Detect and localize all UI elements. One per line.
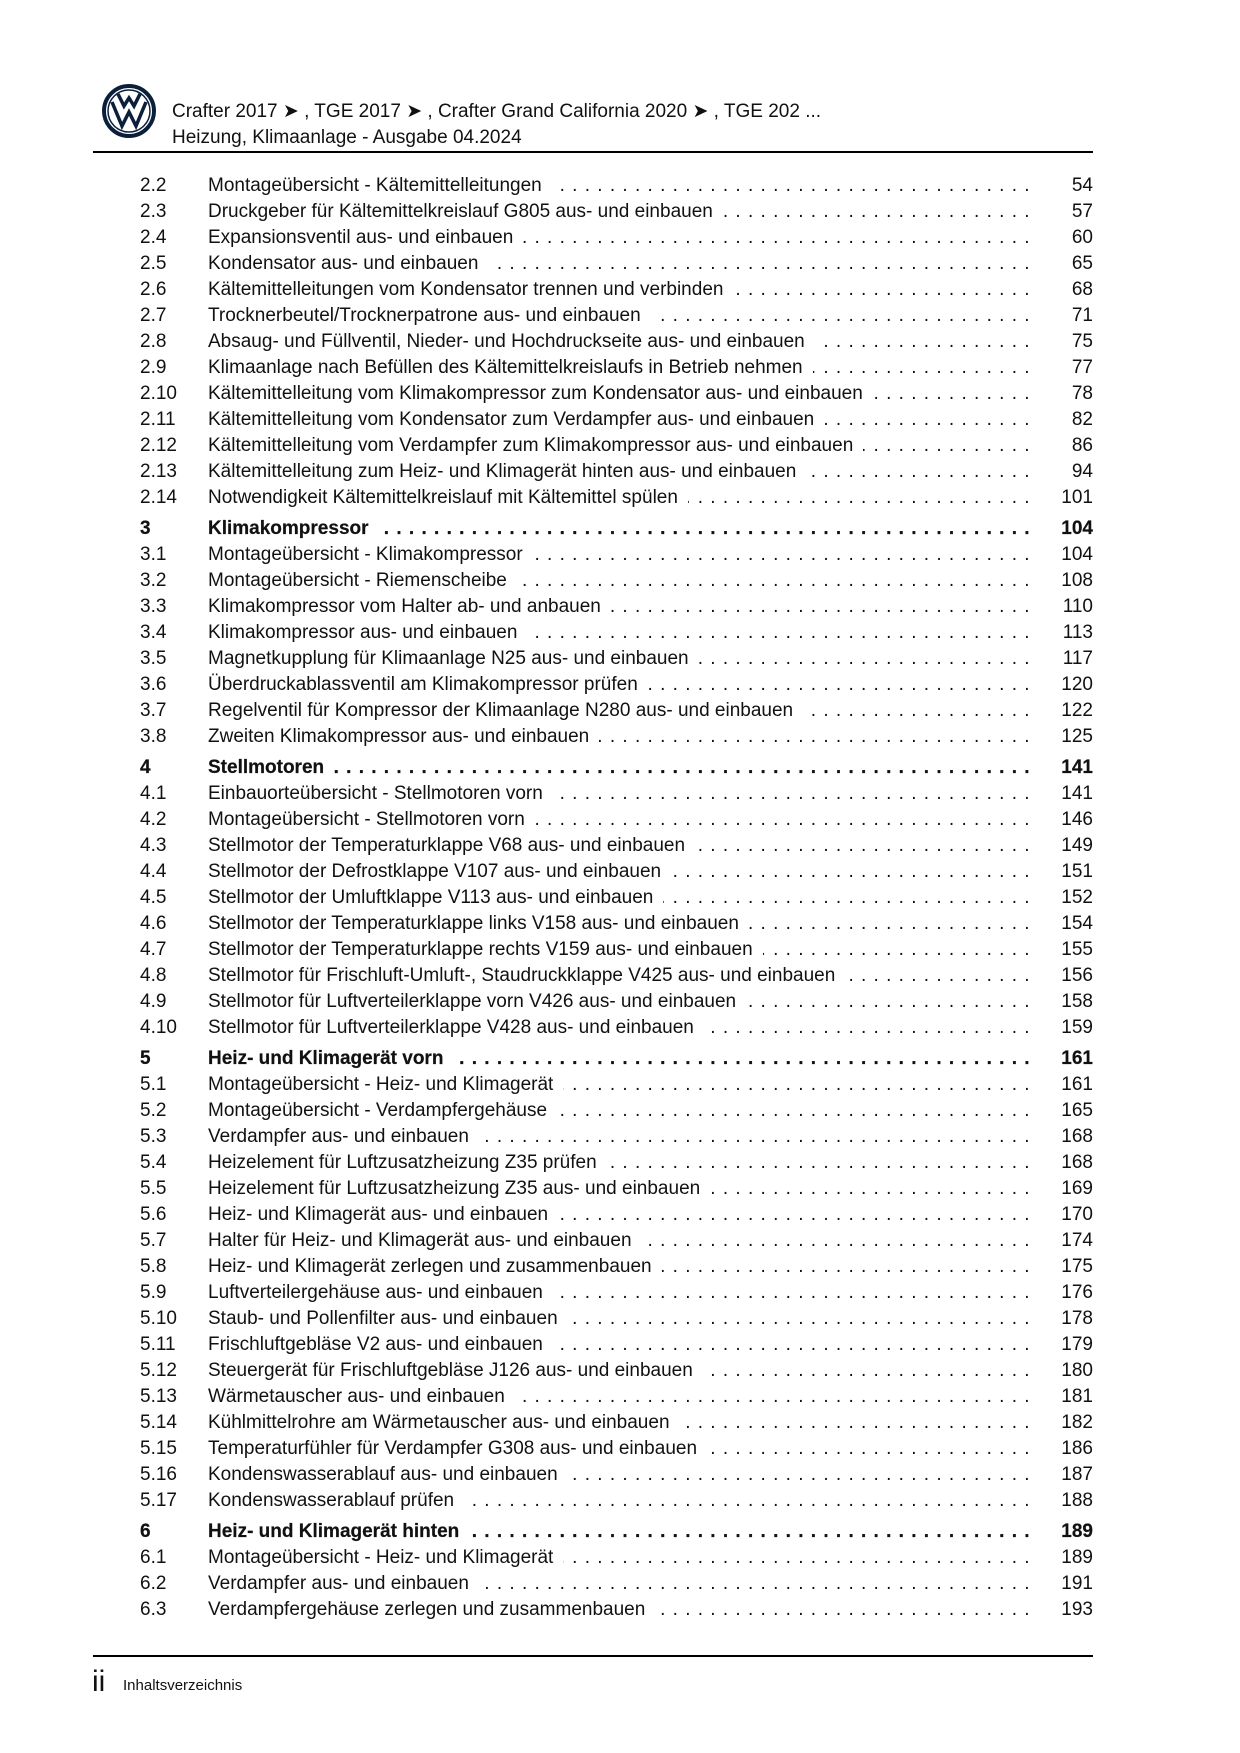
toc-entry-leader bbox=[208, 355, 1033, 381]
toc-entry-leader bbox=[208, 225, 1033, 251]
toc-entry-title: Zweiten Klimakompressor aus- und einbauen bbox=[208, 726, 599, 747]
toc-entry-number: 2.14 bbox=[140, 487, 177, 508]
toc-entry[interactable] bbox=[140, 355, 1093, 381]
footer-rule bbox=[93, 1655, 1093, 1657]
toc-entry[interactable] bbox=[140, 1545, 1093, 1571]
toc-entry-leader bbox=[208, 1124, 1033, 1150]
toc-entry-title: Kältemittelleitungen vom Kondensator trennen und verbinden bbox=[208, 279, 733, 300]
toc-entry[interactable] bbox=[140, 568, 1093, 594]
toc-entry-title: Heiz- und Klimagerät vorn bbox=[208, 1048, 453, 1069]
toc-entry[interactable] bbox=[140, 199, 1093, 225]
toc-entry-leader bbox=[208, 594, 1033, 620]
toc-entry-title: Halter für Heiz- und Klimagerät aus- und einbauen bbox=[208, 1230, 642, 1251]
toc-entry-page: 122 bbox=[1061, 700, 1093, 721]
toc-chapter-entry[interactable] bbox=[140, 1046, 1093, 1072]
toc-entry-page: 65 bbox=[1071, 253, 1093, 274]
toc-entry-leader bbox=[208, 1545, 1033, 1571]
toc-entry-title: Kühlmittelrohre am Wärmetauscher aus- und einbauen bbox=[208, 1412, 680, 1433]
toc-entry-number: 2.11 bbox=[140, 409, 176, 430]
toc-entry-leader bbox=[208, 1384, 1033, 1410]
toc-entry-leader bbox=[208, 672, 1033, 698]
toc-entry-title: Verdampfer aus- und einbauen bbox=[208, 1126, 479, 1147]
toc-entry-leader bbox=[208, 989, 1033, 1015]
toc-entry-leader bbox=[208, 459, 1033, 485]
toc-entry-number: 2.13 bbox=[140, 461, 177, 482]
toc-entry-page: 60 bbox=[1071, 227, 1093, 248]
toc-entry[interactable] bbox=[140, 1384, 1093, 1410]
toc-entry-leader bbox=[208, 885, 1033, 911]
toc-entry[interactable] bbox=[140, 1280, 1093, 1306]
toc-entry-number: 2.7 bbox=[140, 305, 167, 326]
toc-entry-page: 104 bbox=[1061, 518, 1093, 539]
toc-entry[interactable] bbox=[140, 1410, 1093, 1436]
toc-entry-number: 5.14 bbox=[140, 1412, 177, 1433]
toc-entry-page: 101 bbox=[1061, 487, 1093, 508]
toc-entry-leader bbox=[208, 1332, 1033, 1358]
toc-entry[interactable] bbox=[140, 911, 1093, 937]
toc-entry-number: 2.2 bbox=[140, 175, 167, 196]
toc-entry-page: 175 bbox=[1061, 1256, 1093, 1277]
toc-entry-title: Druckgeber für Kältemittelkreislauf G805 aus- und einbauen bbox=[208, 201, 723, 222]
toc-entry-number: 5.4 bbox=[140, 1152, 167, 1173]
toc-entry[interactable] bbox=[140, 542, 1093, 568]
toc-entry-number: 4 bbox=[140, 757, 151, 778]
document-header-models: Crafter 2017 ➤ , TGE 2017 ➤ , Crafter Grand California 2020 ➤ , TGE 202 ... bbox=[172, 101, 822, 122]
toc-entry-number: 5.7 bbox=[140, 1230, 167, 1251]
toc-entry-number: 4.10 bbox=[140, 1017, 177, 1038]
toc-entry[interactable] bbox=[140, 1124, 1093, 1150]
toc-entry-leader bbox=[208, 755, 1033, 781]
document-header-subject: Heizung, Klimaanlage - Ausgabe 04.2024 bbox=[172, 127, 522, 148]
toc-entry-title: Stellmotor der Temperaturklappe V68 aus- und einbauen bbox=[208, 835, 695, 856]
toc-entry-number: 6 bbox=[140, 1521, 151, 1542]
toc-entry-title: Heiz- und Klimagerät zerlegen und zusammenbauen bbox=[208, 1256, 662, 1277]
toc-entry-number: 2.6 bbox=[140, 279, 167, 300]
toc-entry-number: 2.4 bbox=[140, 227, 167, 248]
toc-entry-number: 5.1 bbox=[140, 1074, 167, 1095]
toc-entry-title: Kältemittelleitung vom Verdampfer zum Klimakompressor aus- und einbauen bbox=[208, 435, 863, 456]
toc-entry-leader bbox=[208, 1254, 1033, 1280]
toc-entry-leader bbox=[208, 1015, 1033, 1041]
toc-entry-title: Stellmotoren bbox=[208, 757, 334, 778]
toc-entry-page: 189 bbox=[1061, 1547, 1093, 1568]
toc-entry-page: 141 bbox=[1061, 783, 1093, 804]
toc-entry[interactable] bbox=[140, 594, 1093, 620]
toc-entry-number: 5.5 bbox=[140, 1178, 167, 1199]
toc-entry-page: 154 bbox=[1061, 913, 1093, 934]
toc-entry-leader bbox=[208, 303, 1033, 329]
toc-entry-number: 3.8 bbox=[140, 726, 167, 747]
toc-entry-page: 181 bbox=[1061, 1386, 1093, 1407]
toc-entry-title: Überdruckablassventil am Klimakompressor prüfen bbox=[208, 674, 648, 695]
toc-entry[interactable] bbox=[140, 1571, 1093, 1597]
toc-entry-leader bbox=[208, 911, 1033, 937]
toc-entry-leader bbox=[208, 1306, 1033, 1332]
toc-entry-page: 168 bbox=[1061, 1126, 1093, 1147]
toc-entry[interactable] bbox=[140, 433, 1093, 459]
toc-entry-page: 169 bbox=[1061, 1178, 1093, 1199]
toc-entry-title: Stellmotor der Temperaturklappe links V158 aus- und einbauen bbox=[208, 913, 749, 934]
toc-entry-number: 5 bbox=[140, 1048, 151, 1069]
toc-entry-title: Montageübersicht - Stellmotoren vorn bbox=[208, 809, 535, 830]
toc-entry[interactable] bbox=[140, 937, 1093, 963]
toc-entry-number: 3.4 bbox=[140, 622, 167, 643]
toc-entry-leader bbox=[208, 1436, 1033, 1462]
toc-entry-title: Stellmotor der Umluftklappe V113 aus- und einbauen bbox=[208, 887, 663, 908]
toc-entry-leader bbox=[208, 277, 1033, 303]
toc-entry-number: 5.10 bbox=[140, 1308, 177, 1329]
toc-entry[interactable] bbox=[140, 672, 1093, 698]
toc-entry-page: 77 bbox=[1071, 357, 1093, 378]
toc-entry-page: 120 bbox=[1061, 674, 1093, 695]
toc-entry-page: 188 bbox=[1061, 1490, 1093, 1511]
toc-entry-page: 161 bbox=[1061, 1048, 1093, 1069]
toc-entry-title: Stellmotor der Temperaturklappe rechts V159 aus- und einbauen bbox=[208, 939, 763, 960]
toc-entry-title: Montageübersicht - Heiz- und Klimagerät bbox=[208, 1074, 563, 1095]
toc-entry-title: Frischluftgebläse V2 aus- und einbauen bbox=[208, 1334, 553, 1355]
toc-entry-page: 117 bbox=[1062, 648, 1093, 669]
toc-entry[interactable] bbox=[140, 251, 1093, 277]
toc-entry-title: Absaug- und Füllventil, Nieder- und Hochdruckseite aus- und einbauen bbox=[208, 331, 815, 352]
toc-entry-page: 161 bbox=[1061, 1074, 1093, 1095]
toc-entry-leader bbox=[208, 1488, 1033, 1514]
toc-entry-title: Kältemittelleitung zum Heiz- und Klimagerät hinten aus- und einbauen bbox=[208, 461, 806, 482]
toc-entry-title: Stellmotor der Defrostklappe V107 aus- und einbauen bbox=[208, 861, 671, 882]
toc-entry-number: 3.3 bbox=[140, 596, 167, 617]
toc-entry-leader bbox=[208, 963, 1033, 989]
toc-entry-page: 186 bbox=[1061, 1438, 1093, 1459]
toc-entry-title: Montageübersicht - Verdampfergehäuse bbox=[208, 1100, 557, 1121]
toc-entry-title: Kondensator aus- und einbauen bbox=[208, 253, 488, 274]
toc-entry-page: 170 bbox=[1061, 1204, 1093, 1225]
toc-entry-leader bbox=[208, 1358, 1033, 1384]
toc-entry[interactable] bbox=[140, 173, 1093, 199]
toc-entry-leader bbox=[208, 381, 1033, 407]
table-of-contents bbox=[140, 173, 1093, 1623]
toc-entry-leader bbox=[208, 698, 1033, 724]
toc-entry-title: Steuergerät für Frischluftgebläse J126 aus- und einbauen bbox=[208, 1360, 703, 1381]
toc-entry-page: 151 bbox=[1061, 861, 1093, 882]
toc-entry-title: Montageübersicht - Riemenscheibe bbox=[208, 570, 517, 591]
toc-entry-title: Regelventil für Kompressor der Klimaanlage N280 aus- und einbauen bbox=[208, 700, 803, 721]
toc-entry-page: 168 bbox=[1061, 1152, 1093, 1173]
toc-entry-leader bbox=[208, 433, 1033, 459]
toc-entry[interactable] bbox=[140, 781, 1093, 807]
toc-entry-number: 2.8 bbox=[140, 331, 167, 352]
toc-entry-title: Stellmotor für Luftverteilerklappe V428 aus- und einbauen bbox=[208, 1017, 704, 1038]
toc-entry-page: 180 bbox=[1061, 1360, 1093, 1381]
toc-entry-page: 78 bbox=[1071, 383, 1093, 404]
toc-entry[interactable] bbox=[140, 620, 1093, 646]
toc-entry-page: 113 bbox=[1062, 622, 1093, 643]
toc-entry-leader bbox=[208, 1519, 1033, 1545]
toc-entry-title: Staub- und Pollenfilter aus- und einbauen bbox=[208, 1308, 568, 1329]
toc-entry[interactable] bbox=[140, 1150, 1093, 1176]
toc-entry-title: Trocknerbeutel/Trocknerpatrone aus- und einbauen bbox=[208, 305, 651, 326]
toc-entry-title: Kältemittelleitung vom Klimakompressor zum Kondensator aus- und einbauen bbox=[208, 383, 873, 404]
toc-entry-number: 3.6 bbox=[140, 674, 167, 695]
toc-entry-leader bbox=[208, 1410, 1033, 1436]
toc-entry-number: 5.2 bbox=[140, 1100, 167, 1121]
toc-entry-page: 75 bbox=[1071, 331, 1093, 352]
toc-entry-title: Kältemittelleitung vom Kondensator zum Verdampfer aus- und einbauen bbox=[208, 409, 824, 430]
toc-entry-leader bbox=[208, 516, 1033, 542]
toc-entry-title: Klimakompressor aus- und einbauen bbox=[208, 622, 527, 643]
toc-entry-number: 5.12 bbox=[140, 1360, 177, 1381]
toc-entry-number: 3.5 bbox=[140, 648, 167, 669]
toc-entry-leader bbox=[208, 620, 1033, 646]
toc-entry-number: 3.1 bbox=[140, 544, 167, 565]
toc-entry[interactable] bbox=[140, 885, 1093, 911]
toc-entry-page: 86 bbox=[1071, 435, 1093, 456]
toc-entry-leader bbox=[208, 542, 1033, 568]
toc-entry-page: 108 bbox=[1061, 570, 1093, 591]
toc-entry-leader bbox=[208, 1072, 1033, 1098]
toc-entry-page: 158 bbox=[1061, 991, 1093, 1012]
toc-entry-number: 2.5 bbox=[140, 253, 167, 274]
toc-entry-leader bbox=[208, 646, 1033, 672]
toc-entry[interactable] bbox=[140, 1015, 1093, 1041]
toc-entry-leader bbox=[208, 485, 1033, 511]
toc-entry-number: 3 bbox=[140, 518, 151, 539]
toc-entry-leader bbox=[208, 1202, 1033, 1228]
toc-entry-title: Wärmetauscher aus- und einbauen bbox=[208, 1386, 515, 1407]
toc-entry-title: Expansionsventil aus- und einbauen bbox=[208, 227, 523, 248]
toc-entry-leader bbox=[208, 1098, 1033, 1124]
toc-entry[interactable] bbox=[140, 646, 1093, 672]
toc-chapter-entry[interactable] bbox=[140, 516, 1093, 542]
toc-entry-number: 4.2 bbox=[140, 809, 167, 830]
toc-entry-leader bbox=[208, 1046, 1033, 1072]
toc-entry-title: Stellmotor für Luftverteilerklappe vorn V426 aus- und einbauen bbox=[208, 991, 746, 1012]
toc-entry[interactable] bbox=[140, 277, 1093, 303]
toc-entry-page: 71 bbox=[1071, 305, 1093, 326]
toc-entry-page: 159 bbox=[1061, 1017, 1093, 1038]
toc-entry[interactable] bbox=[140, 303, 1093, 329]
toc-entry-leader bbox=[208, 859, 1033, 885]
toc-entry[interactable] bbox=[140, 859, 1093, 885]
toc-entry-title: Kondenswasserablauf aus- und einbauen bbox=[208, 1464, 568, 1485]
toc-entry-page: 149 bbox=[1061, 835, 1093, 856]
toc-entry-page: 146 bbox=[1061, 809, 1093, 830]
toc-entry-title: Klimakompressor bbox=[208, 518, 379, 539]
toc-entry-title: Heizelement für Luftzusatzheizung Z35 prüfen bbox=[208, 1152, 607, 1173]
toc-entry-number: 4.3 bbox=[140, 835, 167, 856]
toc-entry-page: 156 bbox=[1061, 965, 1093, 986]
toc-entry-page: 82 bbox=[1071, 409, 1093, 430]
toc-entry[interactable] bbox=[140, 1358, 1093, 1384]
toc-entry[interactable] bbox=[140, 1254, 1093, 1280]
toc-entry-page: 165 bbox=[1061, 1100, 1093, 1121]
toc-entry-title: Montageübersicht - Heiz- und Klimagerät bbox=[208, 1547, 563, 1568]
toc-entry-page: 189 bbox=[1061, 1521, 1093, 1542]
toc-entry-page: 125 bbox=[1061, 726, 1093, 747]
toc-entry-number: 4.6 bbox=[140, 913, 167, 934]
toc-entry[interactable] bbox=[140, 963, 1093, 989]
toc-entry-number: 6.1 bbox=[140, 1547, 167, 1568]
toc-entry-leader bbox=[208, 1280, 1033, 1306]
toc-entry-title: Temperaturfühler für Verdampfer G308 aus- und einbauen bbox=[208, 1438, 707, 1459]
toc-chapter-entry[interactable] bbox=[140, 755, 1093, 781]
toc-entry-title: Kondenswasserablauf prüfen bbox=[208, 1490, 464, 1511]
toc-entry-page: 104 bbox=[1061, 544, 1093, 565]
toc-entry[interactable] bbox=[140, 1597, 1093, 1623]
toc-entry-page: 141 bbox=[1061, 757, 1093, 778]
toc-entry-page: 68 bbox=[1071, 279, 1093, 300]
toc-entry-title: Einbauorteübersicht - Stellmotoren vorn bbox=[208, 783, 553, 804]
toc-entry-number: 3.7 bbox=[140, 700, 167, 721]
toc-entry-title: Notwendigkeit Kältemittelkreislauf mit Kältemittel spülen bbox=[208, 487, 688, 508]
toc-entry-number: 5.9 bbox=[140, 1282, 167, 1303]
footer-page-numeral: ii bbox=[92, 1665, 106, 1698]
toc-entry[interactable] bbox=[140, 698, 1093, 724]
toc-entry-number: 5.16 bbox=[140, 1464, 177, 1485]
toc-entry-leader bbox=[208, 724, 1033, 750]
toc-entry-page: 176 bbox=[1061, 1282, 1093, 1303]
toc-chapter-entry[interactable] bbox=[140, 1519, 1093, 1545]
toc-entry[interactable] bbox=[140, 1098, 1093, 1124]
toc-entry[interactable] bbox=[140, 724, 1093, 750]
toc-entry-number: 5.3 bbox=[140, 1126, 167, 1147]
toc-entry-title: Stellmotor für Frischluft-Umluft-, Staudruckklappe V425 aus- und einbauen bbox=[208, 965, 845, 986]
toc-entry-title: Verdampfergehäuse zerlegen und zusammenbauen bbox=[208, 1599, 655, 1620]
toc-entry[interactable] bbox=[140, 225, 1093, 251]
toc-entry-leader bbox=[208, 781, 1033, 807]
toc-entry-page: 182 bbox=[1061, 1412, 1093, 1433]
toc-entry-leader bbox=[208, 1150, 1033, 1176]
toc-entry[interactable] bbox=[140, 833, 1093, 859]
toc-entry-number: 3.2 bbox=[140, 570, 167, 591]
toc-entry[interactable] bbox=[140, 1332, 1093, 1358]
toc-entry-leader bbox=[208, 407, 1033, 433]
toc-entry[interactable] bbox=[140, 1202, 1093, 1228]
toc-entry-title: Klimakompressor vom Halter ab- und anbauen bbox=[208, 596, 611, 617]
toc-entry[interactable] bbox=[140, 459, 1093, 485]
toc-entry-leader bbox=[208, 937, 1033, 963]
toc-entry-title: Verdampfer aus- und einbauen bbox=[208, 1573, 479, 1594]
toc-entry-number: 4.5 bbox=[140, 887, 167, 908]
toc-entry-page: 187 bbox=[1061, 1464, 1093, 1485]
toc-entry[interactable] bbox=[140, 1228, 1093, 1254]
toc-entry[interactable] bbox=[140, 1462, 1093, 1488]
toc-entry-number: 5.11 bbox=[140, 1334, 176, 1355]
toc-entry-title: Heiz- und Klimagerät aus- und einbauen bbox=[208, 1204, 558, 1225]
toc-entry-number: 4.4 bbox=[140, 861, 167, 882]
toc-entry-page: 155 bbox=[1061, 939, 1093, 960]
toc-entry-page: 94 bbox=[1071, 461, 1093, 482]
toc-entry-number: 2.12 bbox=[140, 435, 177, 456]
toc-entry[interactable] bbox=[140, 1436, 1093, 1462]
toc-entry-leader bbox=[208, 1228, 1033, 1254]
toc-entry-page: 178 bbox=[1061, 1308, 1093, 1329]
toc-entry-leader bbox=[208, 1597, 1033, 1623]
toc-entry-number: 5.6 bbox=[140, 1204, 167, 1225]
toc-entry-title: Montageübersicht - Klimakompressor bbox=[208, 544, 533, 565]
toc-entry-number: 2.10 bbox=[140, 383, 177, 404]
toc-entry[interactable] bbox=[140, 807, 1093, 833]
toc-entry[interactable] bbox=[140, 989, 1093, 1015]
toc-entry-title: Luftverteilergehäuse aus- und einbauen bbox=[208, 1282, 553, 1303]
toc-entry-page: 193 bbox=[1061, 1599, 1093, 1620]
toc-entry-leader bbox=[208, 251, 1033, 277]
toc-entry-title: Montageübersicht - Kältemittelleitungen bbox=[208, 175, 552, 196]
toc-entry-leader bbox=[208, 1176, 1033, 1202]
header-rule bbox=[93, 151, 1093, 153]
toc-entry-leader bbox=[208, 329, 1033, 355]
toc-entry-number: 4.9 bbox=[140, 991, 167, 1012]
toc-entry-number: 4.8 bbox=[140, 965, 167, 986]
toc-entry-title: Magnetkupplung für Klimaanlage N25 aus- und einbauen bbox=[208, 648, 699, 669]
toc-entry-number: 4.7 bbox=[140, 939, 167, 960]
toc-entry[interactable] bbox=[140, 1176, 1093, 1202]
toc-entry-page: 110 bbox=[1062, 596, 1093, 617]
toc-entry-number: 6.2 bbox=[140, 1573, 167, 1594]
footer-section-label: Inhaltsverzeichnis bbox=[123, 1677, 243, 1694]
toc-entry-number: 5.8 bbox=[140, 1256, 167, 1277]
toc-entry-number: 6.3 bbox=[140, 1599, 167, 1620]
toc-entry-number: 5.15 bbox=[140, 1438, 177, 1459]
toc-entry-page: 57 bbox=[1071, 201, 1093, 222]
toc-entry-number: 4.1 bbox=[140, 783, 167, 804]
toc-entry[interactable] bbox=[140, 485, 1093, 511]
toc-entry[interactable] bbox=[140, 1306, 1093, 1332]
toc-entry-number: 2.9 bbox=[140, 357, 167, 378]
toc-entry-page: 191 bbox=[1061, 1573, 1093, 1594]
toc-entry-leader bbox=[208, 833, 1033, 859]
toc-entry-page: 174 bbox=[1061, 1230, 1093, 1251]
toc-entry-leader bbox=[208, 1571, 1033, 1597]
toc-entry-leader bbox=[208, 173, 1033, 199]
toc-entry-leader bbox=[208, 199, 1033, 225]
toc-entry[interactable] bbox=[140, 329, 1093, 355]
toc-entry[interactable] bbox=[140, 407, 1093, 433]
toc-entry-number: 5.17 bbox=[140, 1490, 177, 1511]
toc-entry[interactable] bbox=[140, 1488, 1093, 1514]
toc-entry-number: 2.3 bbox=[140, 201, 167, 222]
toc-entry-title: Klimaanlage nach Befüllen des Kältemittelkreislaufs in Betrieb nehmen bbox=[208, 357, 813, 378]
toc-entry-title: Heiz- und Klimagerät hinten bbox=[208, 1521, 469, 1542]
toc-entry-title: Heizelement für Luftzusatzheizung Z35 aus- und einbauen bbox=[208, 1178, 710, 1199]
toc-entry-number: 5.13 bbox=[140, 1386, 177, 1407]
vw-logo-icon bbox=[102, 84, 156, 138]
toc-entry-leader bbox=[208, 807, 1033, 833]
toc-entry[interactable] bbox=[140, 1072, 1093, 1098]
toc-entry-page: 54 bbox=[1071, 175, 1093, 196]
toc-entry-leader bbox=[208, 1462, 1033, 1488]
toc-entry[interactable] bbox=[140, 381, 1093, 407]
toc-entry-page: 152 bbox=[1061, 887, 1093, 908]
toc-entry-leader bbox=[208, 568, 1033, 594]
toc-entry-page: 179 bbox=[1061, 1334, 1093, 1355]
